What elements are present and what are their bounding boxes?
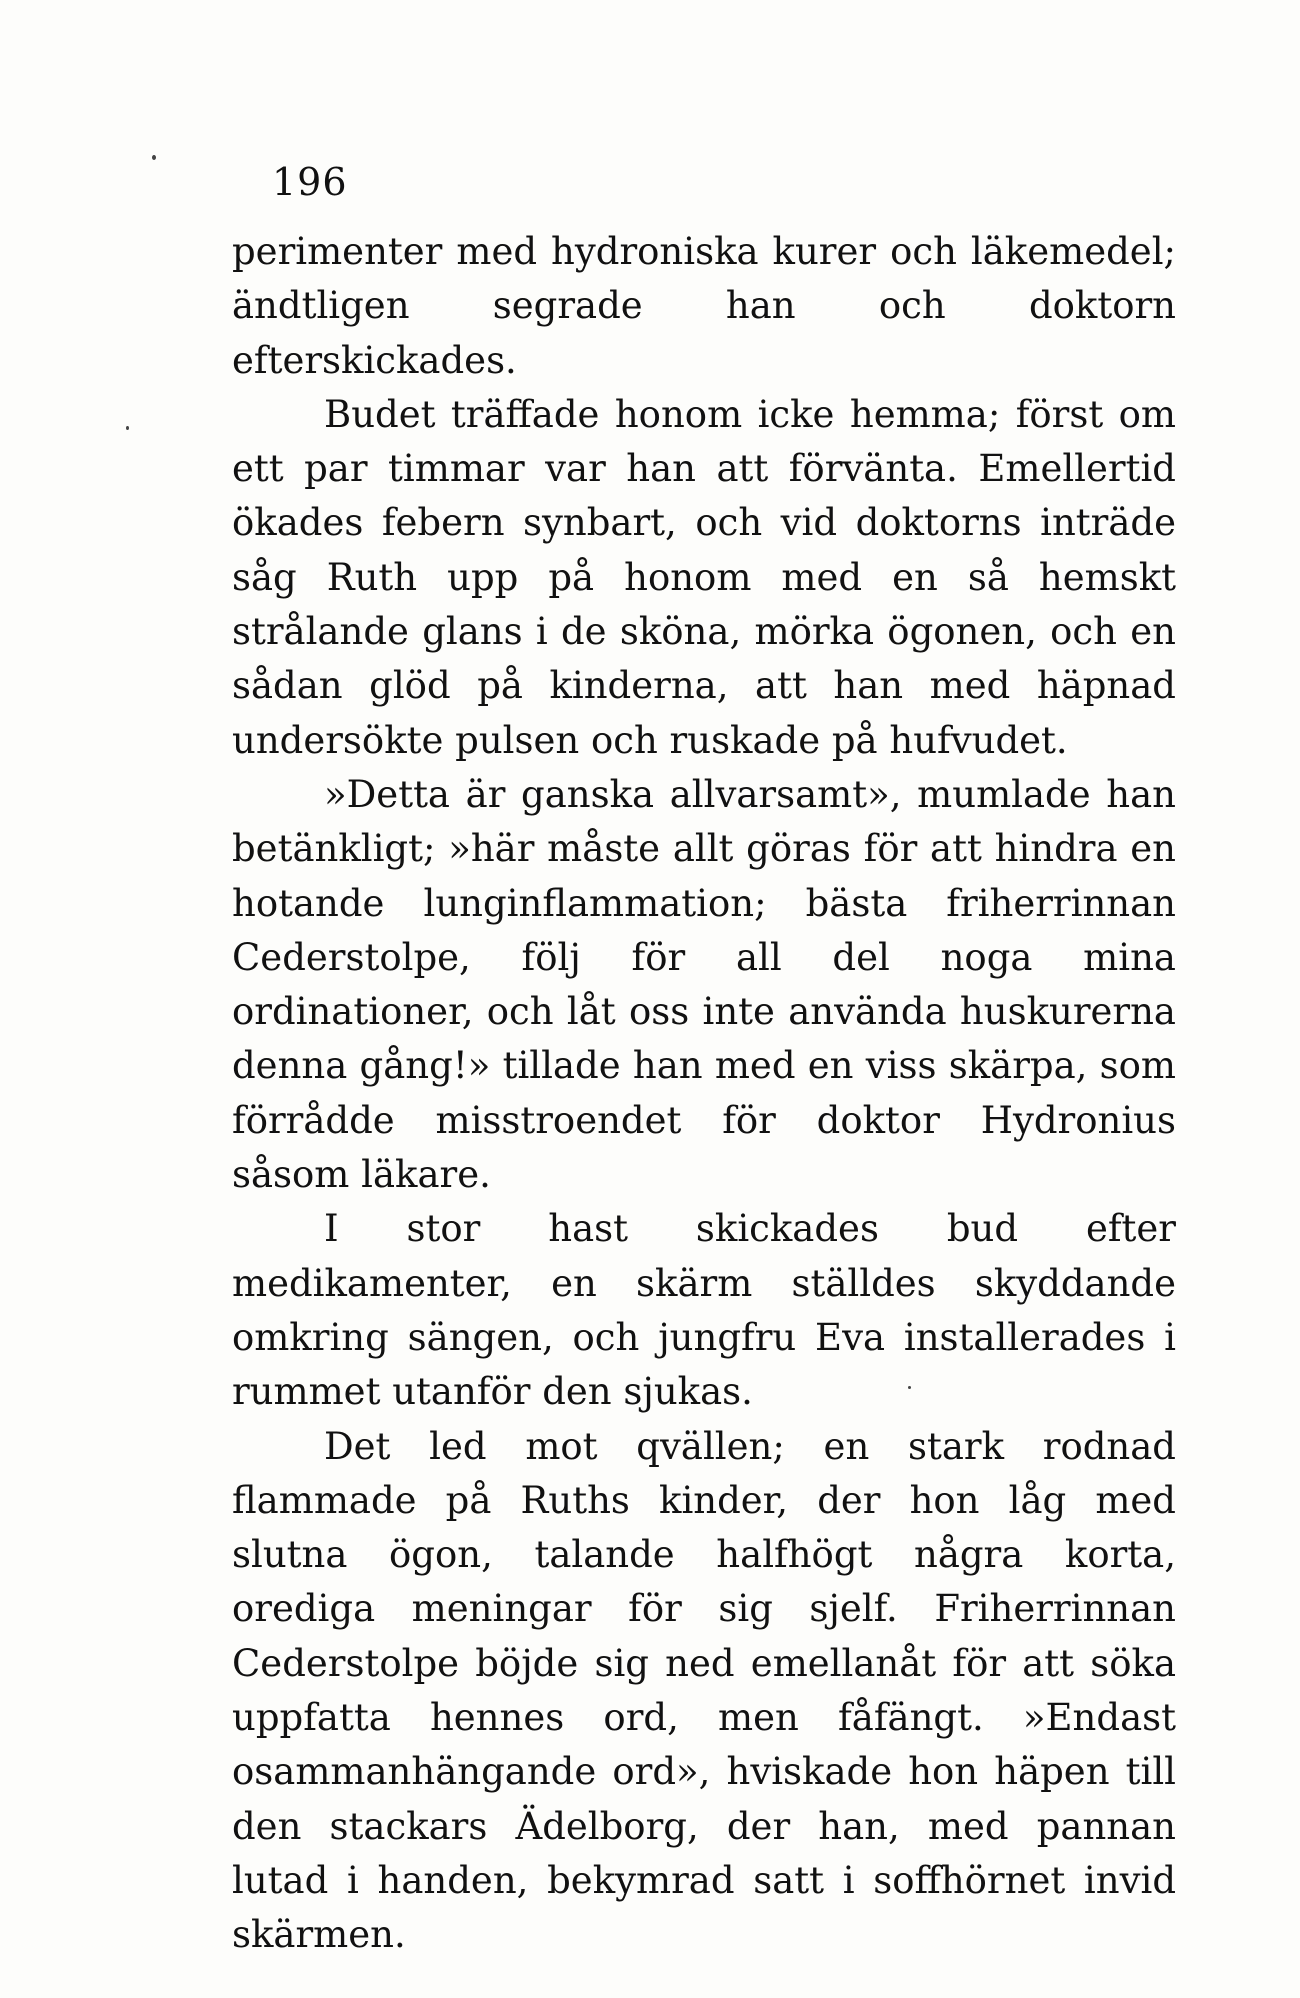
page-number: 196 (272, 160, 348, 204)
paragraph: I stor hast skickades bud efter medikamenter, en skärm ställdes skyddande omkring sängen, och jungfru Eva installerades i rummet utanför den sjukas. (232, 1207, 1176, 1414)
paragraph: perimenter med hydroniska kurer och läkemedel; ändtligen segrade han och doktorn efterskickades. (232, 230, 1176, 382)
paragraph: »Detta är ganska allvarsamt», mumlade han betänkligt; »här måste allt göras för att hindra en hotande lunginflammation; bästa friherrinnan Cederstolpe, följ för all del noga mina ordinationer, och låt oss inte använda huskurerna denna gång!» tillade han med en viss skärpa, som förrådde misstroendet för doktor Hydronius såsom läkare. (232, 772, 1176, 1197)
paragraph: Det led mot qvällen; en stark rodnad flammade på Ruths kinder, der hon låg med slutna ögon, talande halfhögt några korta, orediga meningar för sig sjelf. Friherrinnan Cederstolpe böjde sig ned emellanåt för att söka uppfatta hennes ord, men fåfängt. »Endast osammanhängande ord», hviskade hon häpen till den stackars Ädelborg, der han, med pannan lutad i handen, bekymrad satt i soffhörnet invid skärmen. (232, 1424, 1176, 1957)
paragraph: Budet träffade honom icke hemma; först om ett par timmar var han att förvänta. Emellertid ökades febern synbart, och vid doktorns inträde såg Ruth upp på honom med en så hemskt strålande glans i de sköna, mörka ögonen, och en sådan glöd på kinderna, att han med häpnad undersökte pulsen och ruskade på hufvudet. (232, 392, 1176, 762)
paper-speck (152, 155, 156, 160)
paper-speck (126, 426, 129, 430)
body-text (232, 225, 1176, 1963)
